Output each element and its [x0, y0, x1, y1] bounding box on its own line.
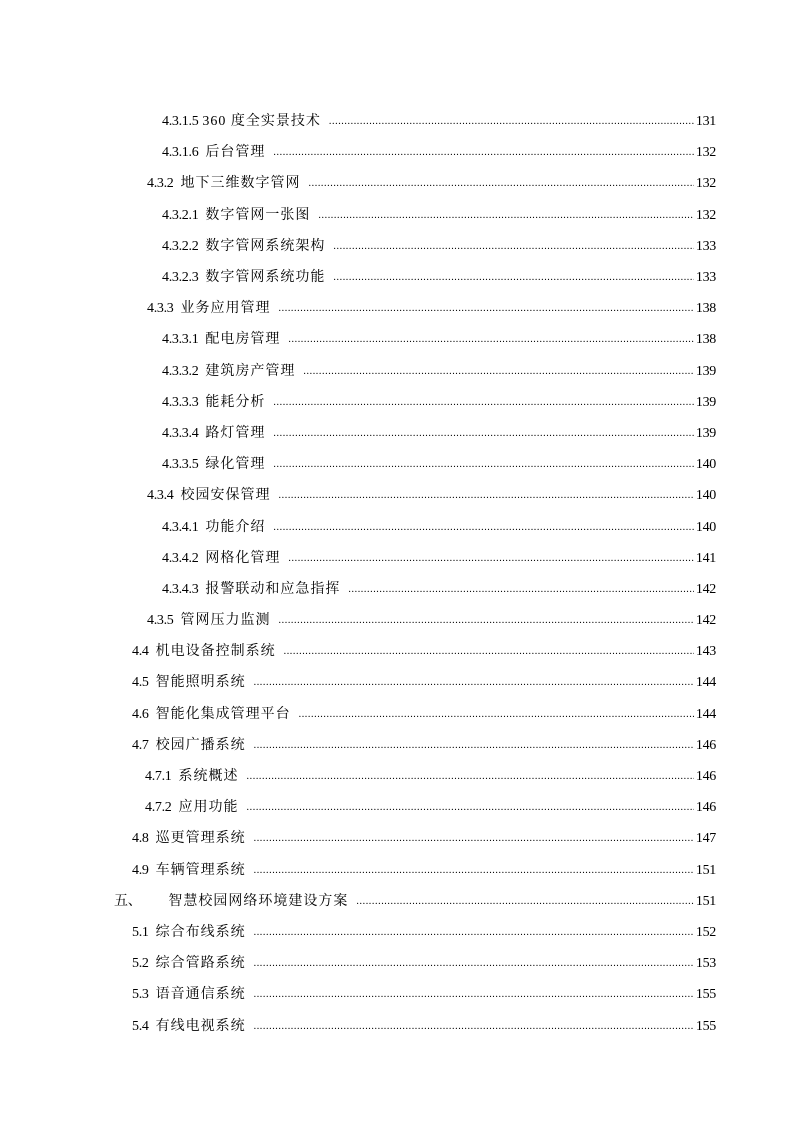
toc-entry-number: 5.1	[132, 924, 149, 940]
toc-entry[interactable]	[0, 357, 793, 388]
toc-entry-page: 138	[695, 301, 716, 317]
toc-entry-page: 132	[695, 176, 716, 192]
dot-leader	[279, 612, 694, 630]
toc-entry-page: 140	[695, 488, 716, 504]
dot-leader	[279, 487, 694, 505]
toc-entry-page: 155	[695, 987, 716, 1003]
toc-entry[interactable]	[0, 544, 793, 575]
toc-entry-title: 机电设备控制系统	[155, 644, 276, 660]
toc-entry[interactable]	[0, 668, 793, 699]
dot-leader	[329, 113, 694, 131]
toc-entry-number: 4.7	[132, 737, 149, 753]
toc-entry-title: 智能化集成管理平台	[155, 706, 291, 722]
dot-leader	[254, 955, 694, 973]
toc-entry[interactable]	[0, 856, 793, 887]
toc-entry-title: 车辆管理系统	[155, 862, 246, 878]
dot-leader	[279, 300, 694, 318]
toc-entry-page: 142	[695, 581, 716, 597]
dot-leader	[273, 394, 693, 412]
toc-entry-title: 360 度全实景技术	[202, 114, 321, 130]
dot-leader	[333, 269, 693, 287]
toc-entry-title: 绿化管理	[205, 457, 266, 473]
dot-leader	[247, 768, 694, 786]
toc-entry-number: 4.9	[132, 862, 149, 878]
toc-entry[interactable]	[0, 232, 793, 263]
toc-entry-title: 综合管路系统	[155, 956, 246, 972]
toc-entry-number: 4.3.3.1	[162, 332, 199, 348]
dot-leader	[299, 706, 694, 724]
dot-leader	[254, 986, 694, 1004]
toc-entry[interactable]	[0, 918, 793, 949]
toc-entry-title: 功能介绍	[205, 519, 266, 535]
toc-entry-number: 5.4	[132, 1018, 149, 1034]
toc-entry-title: 报警联动和应急指挥	[205, 581, 341, 597]
toc-entry-page: 140	[695, 457, 716, 473]
dot-leader	[254, 1018, 694, 1036]
dot-leader	[303, 363, 693, 381]
toc-entry-number: 4.3.2	[147, 176, 174, 192]
toc-entry-number: 4.6	[132, 706, 149, 722]
toc-entry-page: 146	[695, 800, 716, 816]
toc-entry-page: 132	[695, 207, 716, 223]
toc-entry-page: 138	[695, 332, 716, 348]
dot-leader	[356, 893, 693, 911]
toc-entry-title: 地下三维数字管网	[180, 176, 301, 192]
toc-entry-number: 五、	[114, 893, 142, 909]
toc-entry-page: 133	[695, 238, 716, 254]
toc-entry-title: 能耗分析	[205, 394, 266, 410]
dot-leader	[273, 425, 693, 443]
dot-leader	[309, 175, 694, 193]
toc-entry-title: 配电房管理	[205, 332, 281, 348]
toc-entry[interactable]	[0, 138, 793, 169]
toc-entry[interactable]	[0, 419, 793, 450]
dot-leader	[254, 924, 694, 942]
toc-entry-page: 139	[695, 363, 716, 379]
toc-entry-number: 4.3.5	[147, 613, 174, 629]
toc-entry-number: 4.3.2.1	[162, 207, 199, 223]
toc-entry[interactable]	[0, 731, 793, 762]
toc-entry-number: 4.3.3.2	[162, 363, 199, 379]
dot-leader	[333, 238, 693, 256]
toc-entry-title: 管网压力监测	[180, 613, 271, 629]
toc-entry-page: 140	[695, 519, 716, 535]
toc-entry-number: 5.3	[132, 987, 149, 1003]
toc-entry-title: 校园安保管理	[180, 488, 271, 504]
toc-entry-number: 4.3.2.3	[162, 270, 199, 286]
toc-entry-page: 151	[695, 862, 716, 878]
toc-entry[interactable]	[0, 512, 793, 543]
toc-entry-title: 系统概述	[178, 769, 239, 785]
toc-entry-title: 应用功能	[178, 800, 239, 816]
toc-entry[interactable]	[0, 201, 793, 232]
dot-leader	[254, 830, 694, 848]
toc-entry-title: 有线电视系统	[155, 1018, 246, 1034]
toc-entry-number: 4.7.1	[145, 769, 172, 785]
toc-entry-title: 智能照明系统	[155, 675, 246, 691]
toc-entry-page: 146	[695, 737, 716, 753]
toc-entry-page: 141	[695, 550, 716, 566]
toc-entry[interactable]	[0, 637, 793, 668]
toc-entry-title: 路灯管理	[205, 425, 266, 441]
toc-entry-number: 4.3.3.4	[162, 425, 199, 441]
toc-entry-number: 4.3.1.5	[162, 114, 199, 130]
toc-entry-number: 4.3.4.3	[162, 581, 199, 597]
toc-entry-page: 155	[695, 1018, 716, 1034]
toc-entry-title: 综合布线系统	[155, 924, 246, 940]
toc-entry[interactable]	[0, 700, 793, 731]
toc-entry[interactable]	[0, 980, 793, 1011]
toc-entry-page: 132	[695, 145, 716, 161]
dot-leader	[318, 207, 693, 225]
toc-entry-title: 智慧校园网络环境建设方案	[168, 893, 349, 909]
toc-entry-number: 4.3.4.2	[162, 550, 199, 566]
toc-entry-title: 数字管网一张图	[205, 207, 311, 223]
toc-entry-page: 139	[695, 394, 716, 410]
toc-entry-number: 5.2	[132, 956, 149, 972]
dot-leader	[254, 737, 694, 755]
toc-entry[interactable]	[0, 762, 793, 793]
toc-entry-title: 校园广播系统	[155, 737, 246, 753]
toc-entry-title: 业务应用管理	[180, 301, 271, 317]
toc-entry-number: 4.3.4	[147, 488, 174, 504]
toc-entry-title: 后台管理	[205, 145, 266, 161]
table-of-contents	[0, 107, 793, 1043]
toc-entry-number: 4.3.4.1	[162, 519, 199, 535]
toc-entry-title: 语音通信系统	[155, 987, 246, 1003]
dot-leader	[254, 862, 694, 880]
toc-entry[interactable]	[0, 388, 793, 419]
dot-leader	[284, 643, 694, 661]
toc-entry[interactable]	[0, 949, 793, 980]
toc-entry[interactable]	[0, 606, 793, 637]
toc-entry-number: 4.7.2	[145, 800, 172, 816]
toc-entry-number: 4.3.1.6	[162, 145, 199, 161]
toc-entry-number: 4.3.3.5	[162, 457, 199, 473]
toc-entry-page: 139	[695, 425, 716, 441]
toc-entry-page: 152	[695, 924, 716, 940]
toc-entry[interactable]	[0, 575, 793, 606]
toc-entry-page: 144	[695, 706, 716, 722]
toc-entry-title: 数字管网系统功能	[205, 270, 326, 286]
dot-leader	[348, 581, 693, 599]
toc-entry-page: 143	[695, 644, 716, 660]
toc-entry-page: 153	[695, 956, 716, 972]
toc-entry-page: 133	[695, 270, 716, 286]
toc-entry[interactable]	[0, 1011, 793, 1042]
toc-entry-title: 建筑房产管理	[205, 363, 296, 379]
toc-entry[interactable]	[0, 294, 793, 325]
dot-leader	[273, 519, 693, 537]
toc-entry[interactable]	[0, 887, 793, 918]
toc-entry-title: 网格化管理	[205, 550, 281, 566]
toc-entry-page: 146	[695, 769, 716, 785]
toc-entry[interactable]	[0, 481, 793, 512]
toc-entry-number: 4.3.3	[147, 301, 174, 317]
toc-entry[interactable]	[0, 325, 793, 356]
toc-entry[interactable]	[0, 824, 793, 855]
toc-entry[interactable]	[0, 107, 793, 138]
toc-entry-title: 巡更管理系统	[155, 831, 246, 847]
dot-leader	[273, 144, 693, 162]
toc-entry-page: 131	[695, 114, 716, 130]
toc-entry-number: 4.3.2.2	[162, 238, 199, 254]
toc-entry-page: 144	[695, 675, 716, 691]
dot-leader	[254, 674, 694, 692]
toc-entry-number: 4.4	[132, 644, 149, 660]
toc-entry-page: 142	[695, 613, 716, 629]
toc-entry-number: 4.3.3.3	[162, 394, 199, 410]
toc-entry-number: 4.8	[132, 831, 149, 847]
toc-entry[interactable]	[0, 263, 793, 294]
toc-entry[interactable]	[0, 793, 793, 824]
dot-leader	[288, 550, 693, 568]
toc-entry-page: 147	[695, 831, 716, 847]
toc-entry[interactable]	[0, 450, 793, 481]
dot-leader	[247, 799, 694, 817]
toc-entry-page: 151	[695, 893, 716, 909]
dot-leader	[273, 456, 693, 474]
dot-leader	[288, 331, 693, 349]
toc-entry[interactable]	[0, 169, 793, 200]
toc-entry-number: 4.5	[132, 675, 149, 691]
toc-entry-title: 数字管网系统架构	[205, 238, 326, 254]
